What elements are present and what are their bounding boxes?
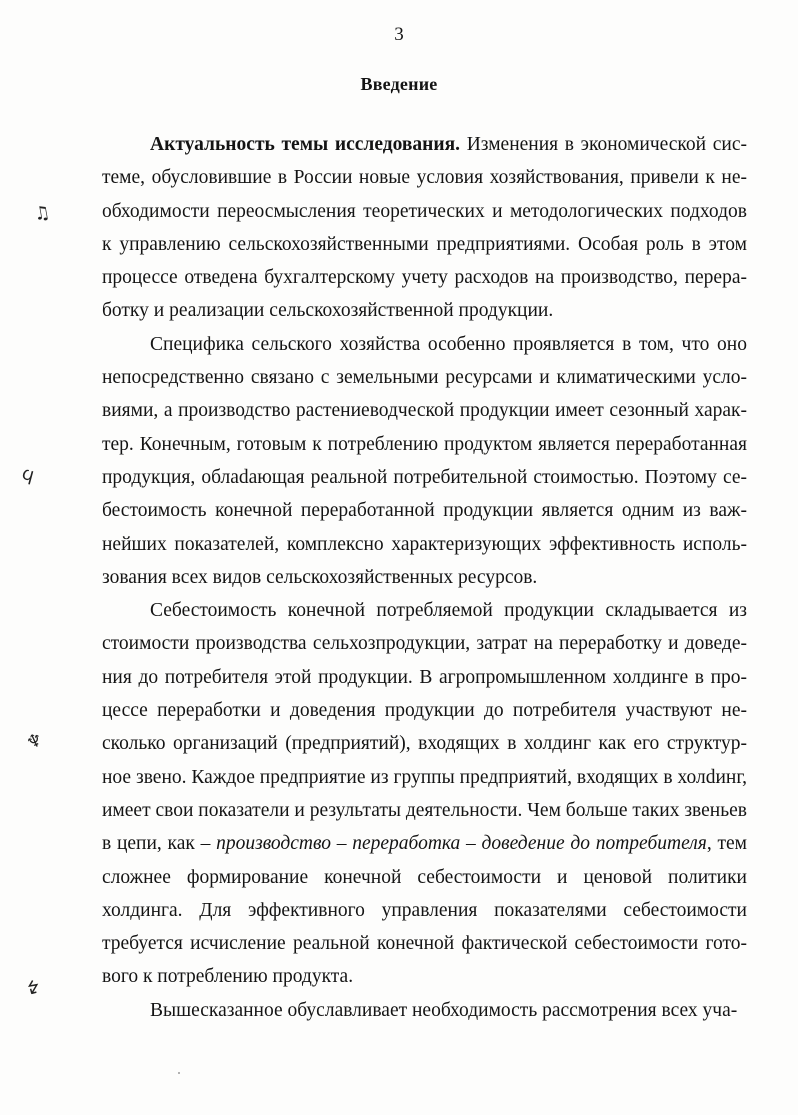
paragraph-3-text-after: , тем сложнее формирование конечной себестоимости и ценовой политики холдинга. Для эффективного управления показателями себестоимости требуется исчисление реальной конечной фактической себестоимости готового к потреблению продукта. (102, 833, 747, 988)
paragraph-2: Специфика сельского хозяйства особенно проявляется в том, что оно непосредственно связано с земельными ресурсами и климатическими условиями, а производство растениеводческой продукции имеет сезонный характер. Конечным, готовым к потреблению продуктом является переработанная продукция, облаdающая реальной потребительной стоимостью. Поэтому себестоимость конечной переработанной продукции является одним из важнейших показателей, комплексно характеризующих эффективность использования всех видов сельскохозяйственных ресурсов. (102, 333, 747, 588)
paragraph-3-text-before: Себестоимость конечной потребляемой продукции складывается из стоимости производства сельхозпродукции, затрат на переработку и доведения до потребителя этой продукции. В агропромышленном холдинге в процессе переработки и доведения продукции до потребителя участвуют несколько организаций (предприятий), входящих в холдинг как его структурное звено. Каждое предприятие из группы предприятий, входящих в холdинг, имеет свои показатели и результаты деятельности. Чем больше таких звеньев в цепи, как – (102, 600, 747, 855)
body-text (102, 128, 747, 1027)
paragraph-4: Вышесказанное обуславливает необходимость рассмотрения всех уча- (150, 999, 738, 1021)
page-number: 3 (394, 24, 404, 45)
paragraph-3-emphasis: производство – переработка – доведение до потребителя (216, 833, 707, 855)
margin-mark-icon: ↯ (22, 976, 44, 1001)
margin-mark-icon: ♫ (32, 201, 52, 226)
margin-mark-icon: ♆ (23, 728, 47, 755)
paragraph-1 (102, 128, 747, 328)
paragraph-3 (102, 594, 747, 994)
page-title: Введение (360, 74, 438, 94)
paragraph-lead-phrase: Актуальность темы исследования. (150, 134, 461, 155)
paragraph-1-text: Изменения в экономической системе, обусловившие в России новые условия хозяйствования, привели к необходимости переосмысления теоретических и методологических подходов к управлению сельскохозяйственными предприятиями. Особая роль в этом процессе отведена бухгалтерскому учету расходов на производство, переработку и реализации сельскохозяйственной продукции. (102, 134, 747, 322)
margin-mark-icon: ϥ (19, 462, 37, 487)
scan-speck (178, 1072, 180, 1074)
